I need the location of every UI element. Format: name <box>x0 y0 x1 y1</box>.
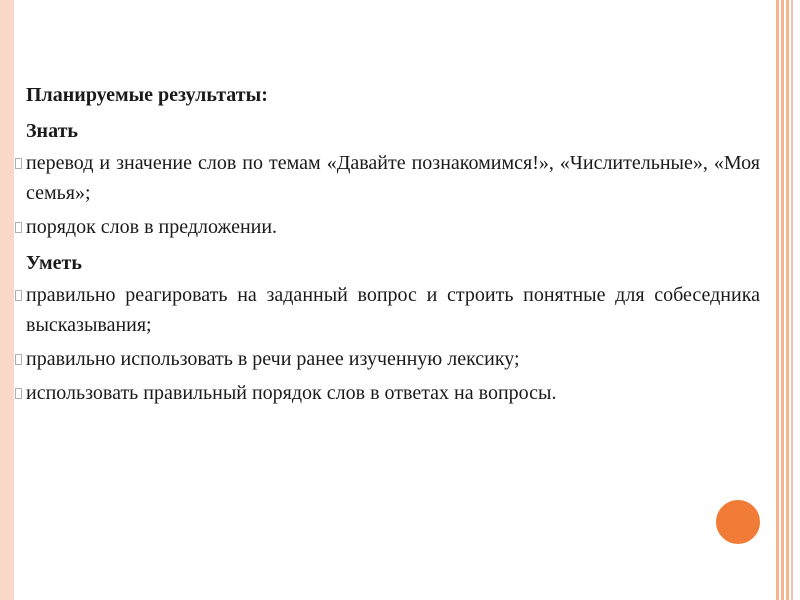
decor-stripe <box>791 0 793 600</box>
square-bullet-icon <box>15 388 22 399</box>
can-item-text: правильно реагировать на заданный вопрос и строить понятные для собеседника высказывания; <box>26 284 760 336</box>
know-heading: Знать <box>26 120 78 142</box>
decor-circle <box>712 496 764 548</box>
know-item-text: перевод и значение слов по темам «Давайте познакомимся!», «Числительные», «Моя семья»; <box>26 152 760 204</box>
decor-stripe <box>786 0 789 600</box>
results-heading: Планируемые результаты: <box>26 84 268 106</box>
can-item <box>14 344 760 374</box>
know-item <box>14 212 760 242</box>
decor-stripe <box>776 0 779 600</box>
right-decor-stripes <box>772 0 800 600</box>
square-bullet-icon <box>15 354 22 365</box>
can-item-text: использовать правильный порядок слов в ответах на вопросы. <box>26 382 557 404</box>
square-bullet-icon <box>15 222 22 233</box>
slide-content <box>14 80 760 412</box>
square-bullet-icon <box>15 290 22 301</box>
know-item-text: порядок слов в предложении. <box>26 216 278 238</box>
can-item <box>14 378 760 408</box>
decor-stripe <box>781 0 784 600</box>
know-item <box>14 148 760 208</box>
can-item <box>14 280 760 340</box>
left-decor-band <box>0 0 14 600</box>
square-bullet-icon <box>15 158 22 169</box>
can-item-text: правильно использовать в речи ранее изученную лексику; <box>26 348 520 370</box>
can-heading: Уметь <box>26 252 82 274</box>
